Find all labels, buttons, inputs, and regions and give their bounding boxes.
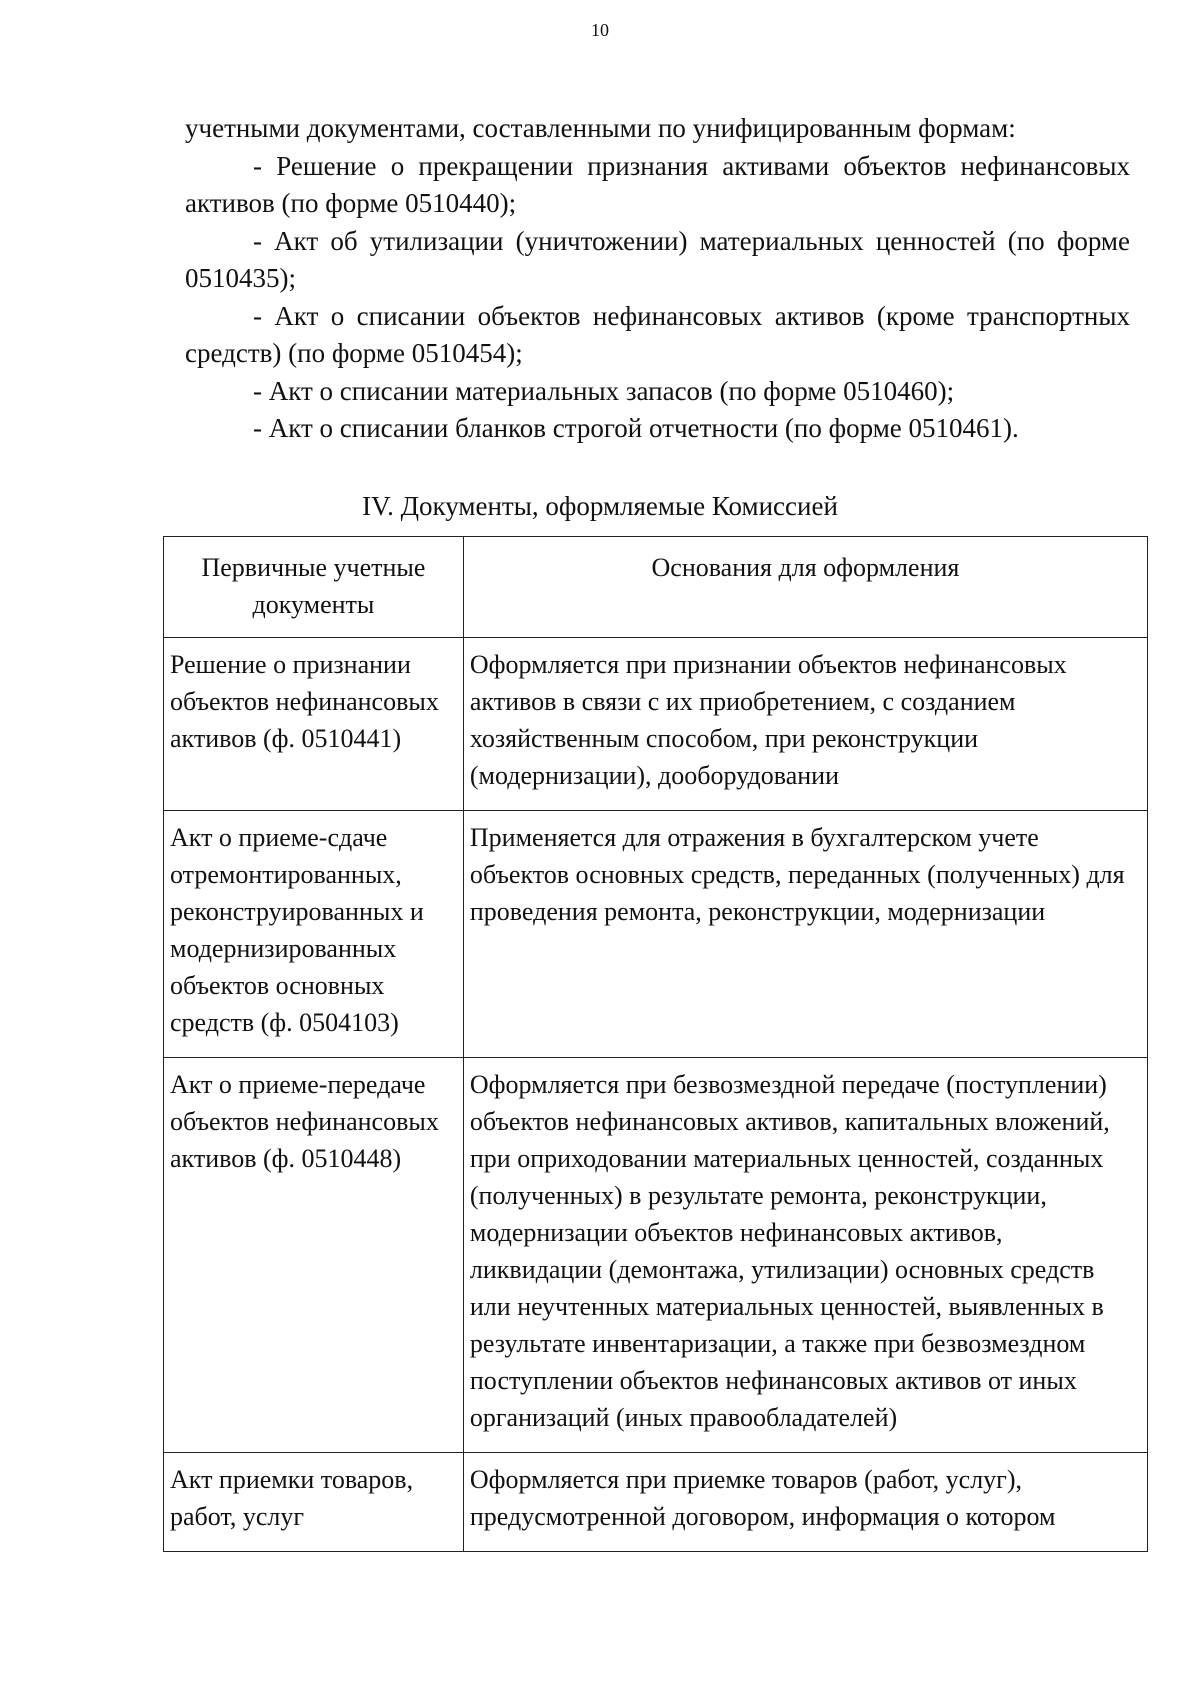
list-item-act-write-off-forms: - Акт о списании бланков строгой отчетности (по форме 0510461).: [253, 413, 1019, 443]
intro-paragraph: учетными документами, составленными по унифицированным формам:: [185, 113, 1016, 143]
cell-document: Акт приемки товаров, работ, услуг: [164, 1453, 464, 1552]
cell-basis: Оформляется при признании объектов нефинансовых активов в связи с их приобретением, с созданием хозяйственным способом, при реконструкции (модернизации), дооборудовании: [463, 638, 1147, 811]
list-item-act-write-off-inventory: - Акт о списании материальных запасов (по форме 0510460);: [253, 375, 955, 406]
column-header-documents: Первичные учетные документы: [164, 537, 464, 638]
cell-document: Решение о признании объектов нефинансовых активов (ф. 0510441): [164, 638, 464, 811]
table-row: [164, 811, 1148, 1058]
cell-document: Акт о приеме-передаче объектов нефинансовых активов (ф. 0510448): [164, 1058, 464, 1453]
table-header-row: [164, 537, 1148, 638]
cell-basis: Оформляется при приемке товаров (работ, услуг), предусмотренной договором, информация о котором: [463, 1453, 1147, 1552]
list-item-act-disposal: - Акт об утилизации (уничтожении) материальных ценностей (по форме 0510435);: [185, 225, 1130, 293]
body-text: [185, 110, 1130, 448]
table-row: [164, 1453, 1148, 1552]
table-row: [164, 638, 1148, 811]
table-row: [164, 1058, 1148, 1453]
cell-basis: Оформляется при безвозмездной передаче (поступлении) объектов нефинансовых активов, капитальных вложений, при оприходовании материальных ценностей, созданных (полученных) в результате ремонта, реконструкции, модернизации объектов нефинансовых активов, ликвидации (демонтажа, утилизации) основных средств или неучтенных материальных ценностей, выявленных в результате инвентаризации, а также при безвозмездном поступлении объектов нефинансовых активов от иных организаций (иных правообладателей): [463, 1058, 1147, 1453]
section-title: IV. Документы, оформляемые Комиссией: [362, 491, 838, 521]
column-header-basis: Основания для оформления: [463, 537, 1147, 638]
page-number: 10: [591, 20, 609, 40]
list-item-act-write-off-assets: - Акт о списании объектов нефинансовых активов (кроме транспортных средств) (по форме 0510454);: [185, 300, 1130, 368]
documents-table: [163, 536, 1148, 1552]
cell-basis: Применяется для отражения в бухгалтерском учете объектов основных средств, переданных (полученных) для проведения ремонта, реконструкции, модернизации: [463, 811, 1147, 1058]
cell-document: Акт о приеме-сдаче отремонтированных, реконструированных и модернизированных объектов основных средств (ф. 0504103): [164, 811, 464, 1058]
list-item-decision-derecognition: - Решение о прекращении признания активами объектов нефинансовых активов (по форме 0510440);: [185, 150, 1130, 218]
